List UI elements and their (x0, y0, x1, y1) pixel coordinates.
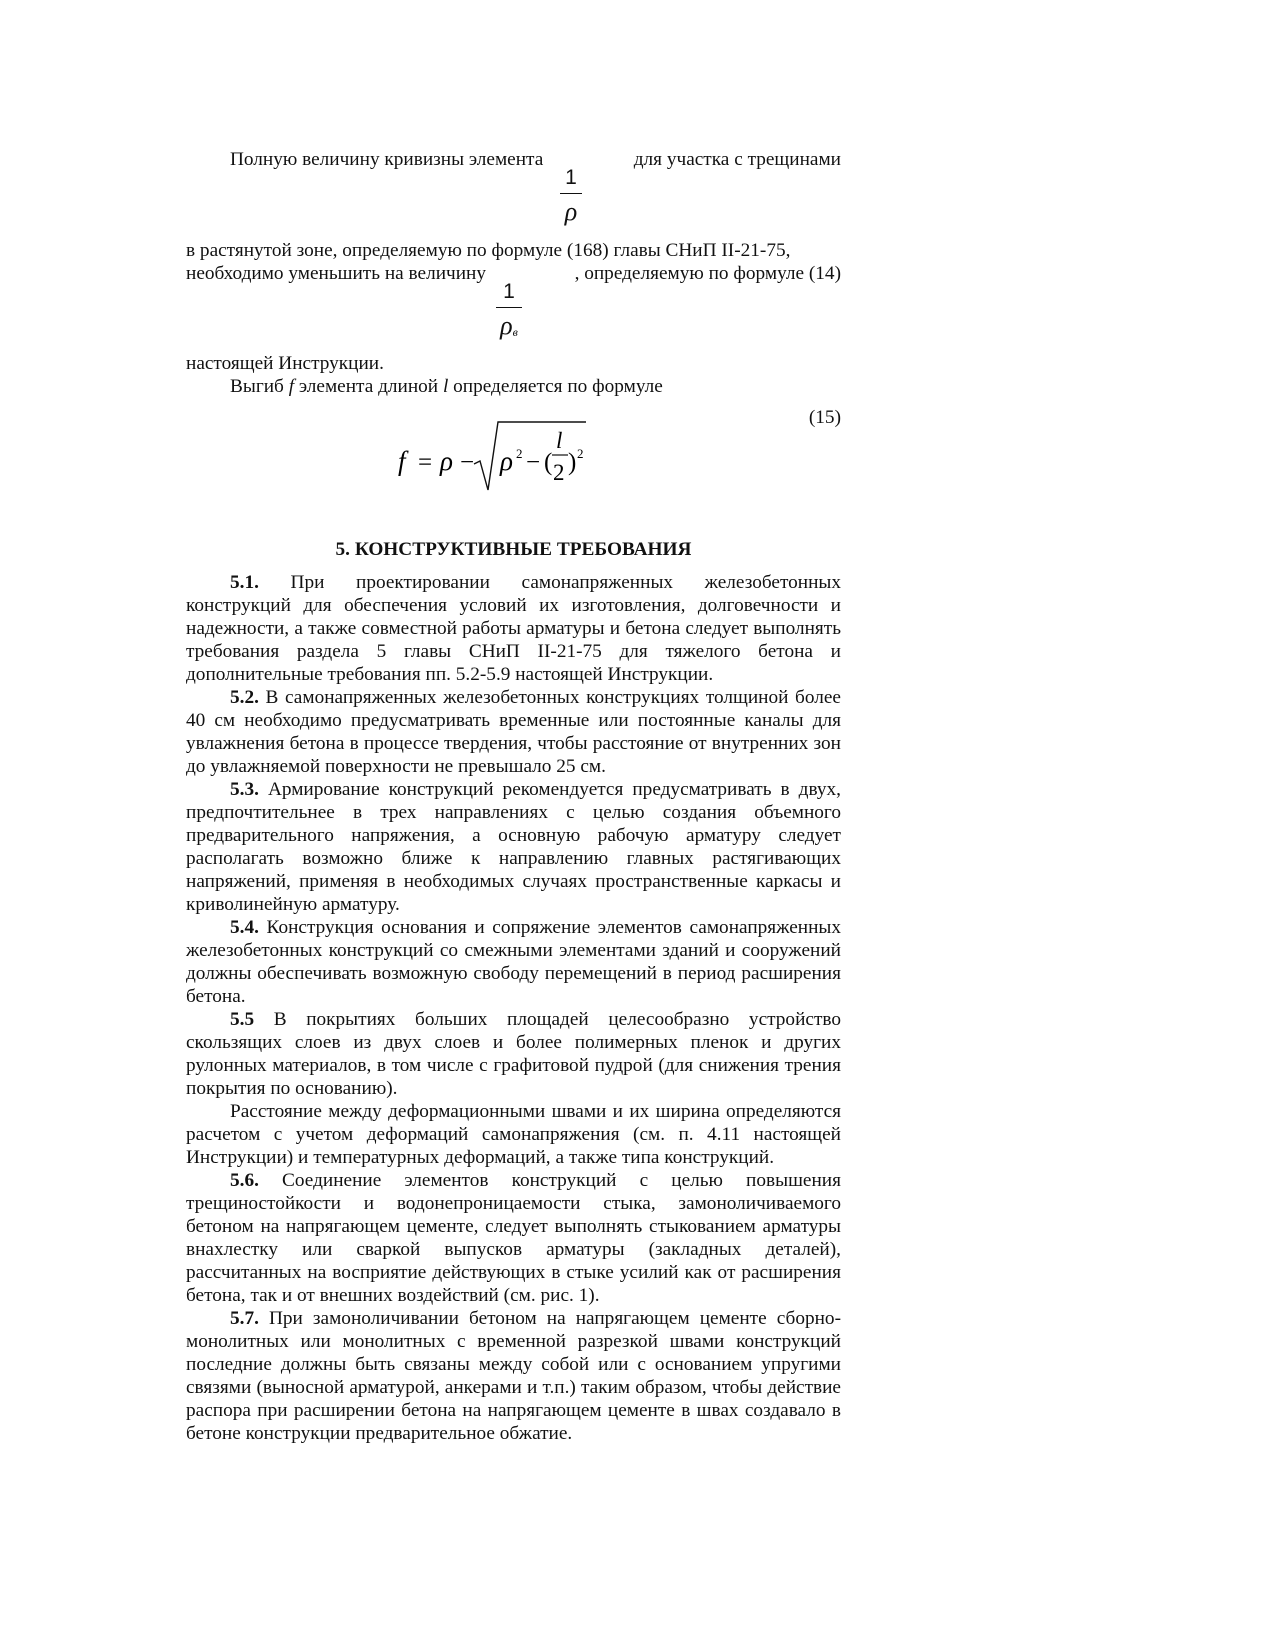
fraction-2-numerator: 1 (503, 280, 515, 303)
formula-minus-2: − (526, 449, 541, 476)
intro-line-3-right: , определяемую по формуле (14) (574, 263, 841, 284)
intro-line-1-right: для участка с трещинами (633, 149, 841, 170)
paragraph-text: В самонапряженных железобетонных конструкциях толщиной более 40 см необходимо предусматривать временные или постоянные каналы для увлажнения бетона в процессе твердения, чтобы расстояние от внутренних зон до увлажняемой поверхности не превышало 25 см. (186, 687, 841, 777)
paragraph-5-5-continued (186, 1100, 841, 1169)
fraction-2-rho: ρ (500, 311, 513, 340)
intro-line-5-c: определяется по формуле (448, 376, 663, 397)
paragraph-text: Конструкция основания и сопряжение элементов самонапряженных железобетонных конструкций со смежными элементами зданий и сооружений должны обеспечивать возможную свободу перемещений в период расширения бетона. (186, 917, 841, 1007)
fraction-2-subscript: в (512, 325, 518, 339)
fraction-2-denominator (492, 312, 526, 346)
document-page (186, 148, 841, 1445)
formula-rho-1: ρ (440, 446, 453, 476)
formula-rho-2: ρ (500, 446, 513, 476)
paragraph-number: 5.1. (230, 572, 259, 593)
intro-line-4: настоящей Инструкции. (186, 353, 384, 374)
paragraph-5-7 (186, 1307, 841, 1445)
section-heading: 5. КОНСТРУКТИВНЫЕ ТРЕБОВАНИЯ (335, 539, 692, 560)
paragraph-text: При проектировании самонапряженных железобетонных конструкций для обеспечения условий их изготовления, долговечности и надежности, а также совместной работы арматуры и бетона следует выполнять требования раздела 5 главы СНиП II-21-75 для тяжелого бетона и дополнительные требования пп. 5.2-5.9 настоящей Инструкции. (186, 572, 841, 685)
paragraph-5-2 (186, 686, 841, 778)
fraction-2 (492, 279, 526, 346)
fraction-2-bar (496, 307, 522, 308)
formula-right-paren: ) (568, 449, 577, 476)
intro-line-5 (186, 375, 841, 398)
formula-l: l (556, 428, 563, 453)
formula-square-2: 2 (577, 446, 584, 461)
formula-15-row (186, 398, 841, 510)
intro-line-2: в растянутой зоне, определяемую по формуле (168) главы СНиП II-21-75, (186, 240, 791, 261)
paragraph-number: 5.2. (230, 687, 259, 708)
fraction-1-bar (560, 193, 582, 194)
formula-square-1: 2 (516, 446, 523, 461)
intro-line-3-left: необходимо уменьшить на величину (186, 263, 486, 284)
paragraph-5-6 (186, 1169, 841, 1307)
intro-line-5-f: f (288, 376, 295, 397)
fraction-1-numerator: 1 (565, 166, 577, 189)
paragraph-5-5 (186, 1008, 841, 1100)
formula-minus-1: − (460, 449, 475, 476)
formula-equals: = (418, 449, 433, 476)
paragraph-text: В покрытиях больших площадей целесообразно устройство скользящих слоев из двух слоев и более полимерных пленок и других рулонных материалов, в том числе с графитовой пудрой (для снижения трения покрытия по основанию). (186, 1009, 841, 1099)
fraction-1 (556, 165, 586, 226)
formula-f: f (398, 446, 406, 476)
paragraph-number: 5.5 (230, 1009, 255, 1030)
paragraph-text: Расстояние между деформационными швами и их ширина определяются расчетом с учетом деформаций самонапряжения (см. п. 4.11 настоящей Инструкции) и температурных деформаций, а также типа конструкций. (186, 1101, 841, 1168)
paragraph-number: 5.4. (230, 917, 259, 938)
formula-left-paren: ( (544, 449, 553, 476)
paragraph-number: 5.3. (230, 779, 259, 800)
paragraph-text: Соединение элементов конструкций с целью повышения трещиностойкости и водонепроницаемости стыка, замоноличиваемого бетоном на напрягающем цементе, следует выполнять стыкованием арматуры внахлестку или сваркой выпусков арматуры (закладных деталей), рассчитанных на восприятие действующих в стыке усилий как от расширения бетона, так и от внешних воздействий (см. рис. 1). (186, 1170, 841, 1306)
formula-15 (396, 414, 596, 500)
paragraph-5-4 (186, 916, 841, 1008)
paragraph-5-3 (186, 778, 841, 916)
fraction-2-row (186, 280, 841, 345)
intro-line-1 (186, 148, 841, 171)
intro-line-5-l: l (442, 376, 449, 397)
intro-line-5-b: элемента длиной (294, 376, 443, 397)
section-paragraphs (186, 571, 841, 1445)
formula-15-svg (396, 414, 596, 494)
intro-line-1-left: Полную величину кривизны элемента (230, 149, 544, 170)
intro-line-5-a: Выгиб (230, 376, 289, 397)
paragraph-number: 5.6. (230, 1170, 259, 1191)
paragraph-5-1 (186, 571, 841, 686)
formula-two: 2 (553, 460, 565, 485)
paragraph-text: Армирование конструкций рекомендуется предусматривать в двух, предпочтительнее в трех направлениях с целью создания объемного предварительного напряжения, а основную рабочую арматуру следует располагать возможно ближе к направлению главных растягивающих напряжений, применяя в необходимых случаях пространственные каркасы и криволинейную арматуру. (186, 779, 841, 915)
fraction-1-row (186, 166, 841, 231)
fraction-1-denominator: ρ (564, 197, 578, 226)
paragraph-text: При замоноличивании бетоном на напрягающем цементе сборно-монолитных или монолитных с временной разрезкой швами конструкций последние должны быть связаны между собой или с основанием упругими связями (выносной арматурой, анкерами и т.п.) таким образом, чтобы действие распора при расширении бетона на напрягающем цементе в швах создавало в бетоне конструкции предварительное обжатие. (186, 1308, 841, 1444)
paragraph-number: 5.7. (230, 1308, 259, 1329)
equation-number: (15) (808, 407, 841, 428)
